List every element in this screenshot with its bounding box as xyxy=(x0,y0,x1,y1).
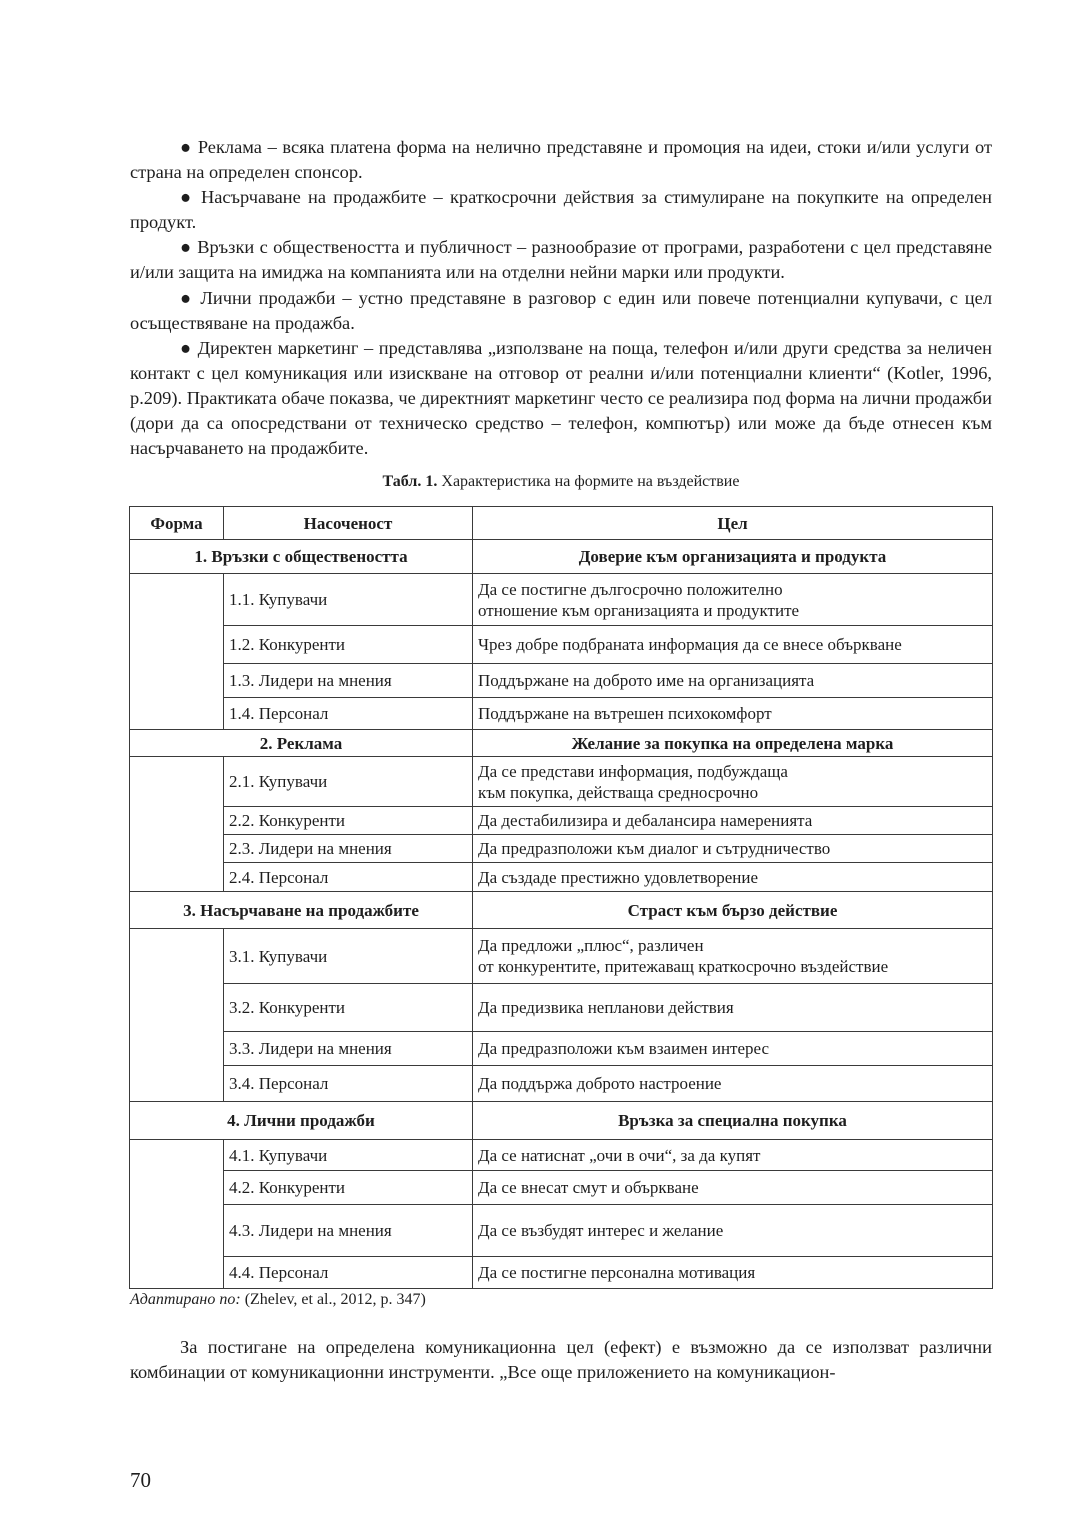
goal-line: Да се представи информация, подбуждаща xyxy=(478,761,788,781)
goal-cell xyxy=(473,929,993,984)
table-header-row xyxy=(130,507,993,540)
goal-cell: Да се внесат смут и объркване xyxy=(473,1171,993,1205)
page-number: 70 xyxy=(130,1468,151,1492)
table-row xyxy=(130,984,993,1032)
table-row xyxy=(130,1140,993,1171)
goal-cell: Да поддържа доброто настроение xyxy=(473,1066,993,1102)
goal-cell: Да предразположи към диалог и сътрудничество xyxy=(473,835,993,863)
paragraph-personal-selling: ● Лични продажби – устно представяне в разговор с един или повече потенциални купувачи, с цел осъществяване на продажба. xyxy=(130,287,992,333)
table-row xyxy=(130,929,993,984)
source-label: Адаптирано по: xyxy=(130,1291,241,1308)
goal-line: Да се постигне дългосрочно положително xyxy=(478,579,783,599)
section-title: 3. Насърчаване на продажбите xyxy=(130,892,473,929)
intro-text xyxy=(130,135,992,461)
section-goal: Желание за покупка на определена марка xyxy=(473,730,993,757)
empty-form-cell xyxy=(130,1140,224,1289)
goal-cell: Да предизвика непланови действия xyxy=(473,984,993,1032)
target-cell: 1.1. Купувачи xyxy=(224,574,473,626)
header-direction: Насоченост xyxy=(224,507,473,540)
table-source xyxy=(130,1289,426,1311)
table-row xyxy=(130,807,993,835)
target-cell: 2.3. Лидери на мнения xyxy=(224,835,473,863)
section-row xyxy=(130,1102,993,1140)
paragraph-sales-promotion: ● Насърчаване на продажбите – краткосрочни действия за стимулиране на покупките на определен продукт. xyxy=(130,187,992,233)
goal-cell: Да дестабилизира и дебалансира намеренията xyxy=(473,807,993,835)
table-row xyxy=(130,664,993,698)
header-form: Форма xyxy=(130,507,224,540)
table-row xyxy=(130,863,993,892)
section-goal: Доверие към организацията и продукта xyxy=(473,540,993,574)
header-goal: Цел xyxy=(473,507,993,540)
goal-cell xyxy=(473,757,993,807)
goal-cell: Поддържане на доброто име на организацията xyxy=(473,664,993,698)
goal-cell: Да се натиснат „очи в очи“, за да купят xyxy=(473,1140,993,1171)
table-row xyxy=(130,1171,993,1205)
table-row xyxy=(130,574,993,626)
section-title: 1. Връзки с обществеността xyxy=(130,540,473,574)
goal-cell: Чрез добре подбраната информация да се внесе объркване xyxy=(473,626,993,664)
table-row xyxy=(130,698,993,730)
goal-line: отношение към организацията и продуктите xyxy=(478,600,800,620)
table-row xyxy=(130,757,993,807)
target-cell: 4.2. Конкуренти xyxy=(224,1171,473,1205)
goal-line: Да предложи „плюс“, различен xyxy=(478,936,704,955)
forms-table xyxy=(129,506,993,1289)
target-cell: 4.4. Персонал xyxy=(224,1257,473,1289)
target-cell: 3.4. Персонал xyxy=(224,1066,473,1102)
goal-line: към покупка, действаща средносрочно xyxy=(478,782,759,802)
empty-form-cell xyxy=(130,929,224,1102)
section-row xyxy=(130,892,993,929)
table-row xyxy=(130,835,993,863)
section-goal: Страст към бързо действие xyxy=(473,892,993,929)
empty-form-cell xyxy=(130,574,224,730)
goal-cell: Да се възбудят интерес и желание xyxy=(473,1205,993,1257)
target-cell: 3.3. Лидери на мнения xyxy=(224,1032,473,1066)
table-row xyxy=(130,1066,993,1102)
target-cell: 1.3. Лидери на мнения xyxy=(224,664,473,698)
table-caption-label: Табл. 1. xyxy=(382,473,438,490)
target-cell: 1.2. Конкуренти xyxy=(224,626,473,664)
target-cell: 4.1. Купувачи xyxy=(224,1140,473,1171)
target-cell: 1.4. Персонал xyxy=(224,698,473,730)
section-title: 2. Реклама xyxy=(130,730,473,757)
table-row xyxy=(130,626,993,664)
target-cell: 2.4. Персонал xyxy=(224,863,473,892)
empty-form-cell xyxy=(130,757,224,892)
target-cell: 3.2. Конкуренти xyxy=(224,984,473,1032)
paragraph-advertising: ● Реклама – всяка платена форма на нелично представяне и промоция на идеи, стоки и/или услуги от страна на определен спонсор. xyxy=(130,137,992,183)
table-caption-text: Характеристика на формите на въздействие xyxy=(437,473,740,490)
table-row xyxy=(130,1205,993,1257)
goal-cell: Поддържане на вътрешен психокомфорт xyxy=(473,698,993,730)
target-cell: 2.1. Купувачи xyxy=(224,757,473,807)
target-cell: 4.3. Лидери на мнения xyxy=(224,1205,473,1257)
goal-cell: Да се постигне персонална мотивация xyxy=(473,1257,993,1289)
goal-cell: Да създаде престижно удовлетворение xyxy=(473,863,993,892)
section-row xyxy=(130,730,993,757)
target-cell: 2.2. Конкуренти xyxy=(224,807,473,835)
source-text: (Zhelev, et al., 2012, p. 347) xyxy=(240,1291,426,1308)
paragraph-communication-goal: За постигане на определена комуникационна цел (ефект) е възможно да се използват различни комбинации от комуникационни инструменти. „Все още приложението на комуникацион- xyxy=(130,1337,992,1383)
goal-line: от конкурентите, притежаващ краткосрочно въздействие xyxy=(478,957,889,976)
table-row xyxy=(130,1257,993,1289)
paragraph-direct-marketing: ● Директен маркетинг – представлява „използване на поща, телефон и/или други средства за неличен контакт с цел комуникация или изискване на отговор от реални и/или потенциални клиенти“ (Kotler, 1996, p.209). Практиката обаче показва, че директният маркетинг често се реализира под форма на лични продажби (дори да са опосредствани от техническо средство – телефон, компютър) или може да бъде отнесен към насърчаването на продажбите. xyxy=(130,337,992,459)
section-goal: Връзка за специална покупка xyxy=(473,1102,993,1140)
outro-text xyxy=(130,1335,992,1385)
section-title: 4. Лични продажби xyxy=(130,1102,473,1140)
table-row xyxy=(130,1032,993,1066)
target-cell: 3.1. Купувачи xyxy=(224,929,473,984)
paragraph-public-relations: ● Връзки с обществеността и публичност – разнообразие от програми, разработени с цел представяне и/или защита на имиджа на компанията или на отделни нейни марки или продукти. xyxy=(130,237,992,283)
section-row xyxy=(130,540,993,574)
table-caption xyxy=(130,471,992,493)
goal-cell xyxy=(473,574,993,626)
goal-cell: Да предразположи към взаимен интерес xyxy=(473,1032,993,1066)
